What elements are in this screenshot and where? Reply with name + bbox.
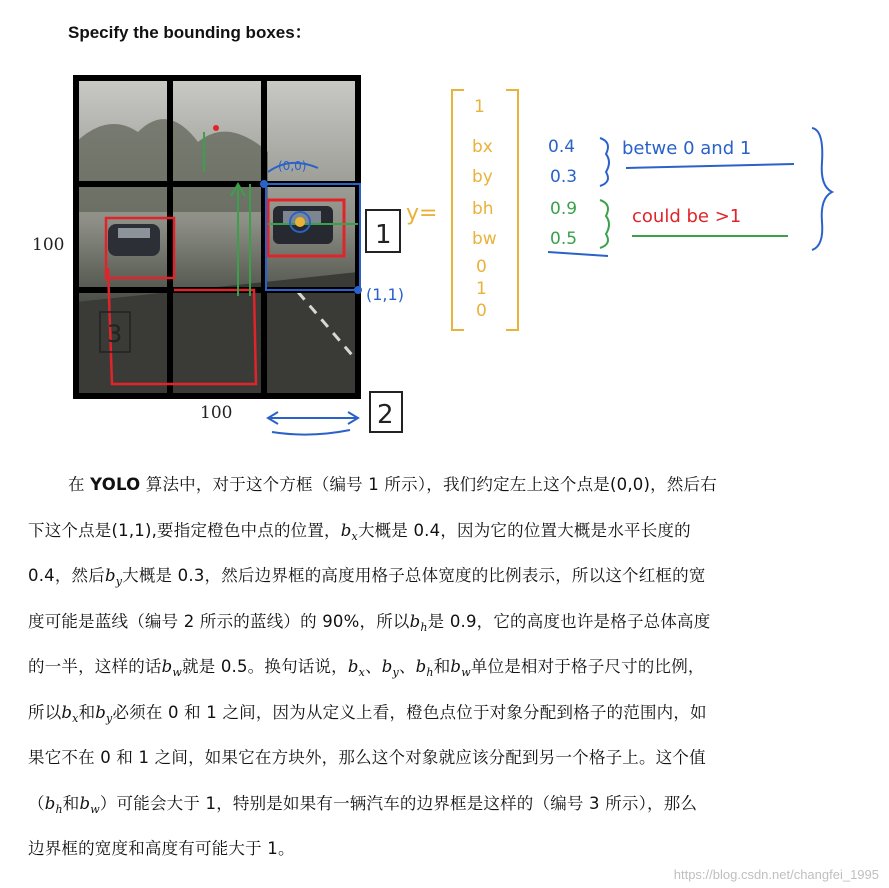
yellow-center-dot <box>295 217 305 227</box>
paragraph-line: 边界框的宽度和高度有可能大于 1。 <box>28 839 295 858</box>
brace-top <box>600 138 609 186</box>
value-by: 0.3 <box>550 167 578 187</box>
vector-bracket-right <box>506 90 518 330</box>
vector-entry: 1 <box>476 279 487 299</box>
blue-corner-dot <box>354 286 362 294</box>
yolo-figure <box>28 72 858 452</box>
brace-bottom <box>600 200 609 248</box>
value-underline <box>548 252 608 256</box>
paragraph-line: 0.4，然后$b_y$大概是 0.3，然后边界框的高度用格子总体宽度的比例表示，所以这个红框的宽 <box>28 566 706 588</box>
paragraph-line: （$b_h$和$b_w$）可能会大于 1，特别是如果有一辆汽车的边界框是这样的（编号 3 所示），那么 <box>28 793 698 816</box>
box-label-2: 2 <box>377 400 394 430</box>
origin-label: (0,0) <box>278 159 307 173</box>
vector-entry: bx <box>472 137 493 157</box>
vector-entry: 0 <box>476 301 487 321</box>
car-left-window <box>118 228 150 238</box>
box-label-3: 3 <box>107 320 123 348</box>
paragraph-line: 下这个点是(1,1),要指定橙色中点的位置，$b_x$大概是 0.4，因为它的位置大概是水平长度的 <box>28 520 691 543</box>
outer-brace <box>812 128 832 250</box>
between-note: betwe 0 and 1 <box>622 138 752 159</box>
paragraph-line: 所以$b_x$和$b_y$必须在 0 和 1 之间，因为从定义上看，橙色点位于对象分配到格子的范围内，如 <box>28 702 707 725</box>
value-bh: 0.9 <box>550 199 578 219</box>
vector-entry: bh <box>472 199 494 219</box>
watermark: https://blog.csdn.net/changfei_1995 <box>673 867 879 882</box>
between-underline <box>626 164 794 168</box>
value-bx: 0.4 <box>548 137 576 157</box>
could-note: could be >1 <box>632 206 742 227</box>
side-label: 100 <box>32 235 65 255</box>
corner-label: (1,1) <box>366 285 404 304</box>
vector-bracket-left <box>452 90 464 330</box>
vector-entry: by <box>472 167 493 187</box>
bottom-label: 100 <box>200 403 233 423</box>
yolo-illustration <box>28 72 858 452</box>
value-bw: 0.5 <box>550 229 578 249</box>
vector-entry: bw <box>472 229 497 249</box>
paragraph-line: 在 YOLO 算法中，对于这个方框（编号 1 所示），我们约定左上这个点是(0,0)，然后右 <box>68 475 717 494</box>
value-entries <box>548 137 577 249</box>
paragraph-line: 的一半，这样的话$b_w$就是 0.5。换句话说，$b_x$、$b_y$、$b_h$和$b_w$单位是相对于格子尺寸的比例， <box>28 657 705 679</box>
section-heading: Specify the bounding boxes： <box>68 23 312 42</box>
vector-entry: 1 <box>474 97 485 117</box>
red-dot <box>213 125 219 131</box>
paragraph-line: 度可能是蓝线（编号 2 所示的蓝线）的 90%，所以$b_h$是 0.9，它的高度也许是格子总体高度 <box>28 611 711 634</box>
explanation-paragraph <box>28 462 860 872</box>
paragraph-line: 果它不在 0 和 1 之间，如果它在方块外，那么这个对象就应该分配到另一个格子上。这个值 <box>28 748 706 767</box>
y-label: y= <box>406 201 438 226</box>
vector-entry: 0 <box>476 257 487 277</box>
box-label-1: 1 <box>375 220 392 250</box>
blue-origin-dot <box>260 180 268 188</box>
vector-entries <box>472 97 497 321</box>
